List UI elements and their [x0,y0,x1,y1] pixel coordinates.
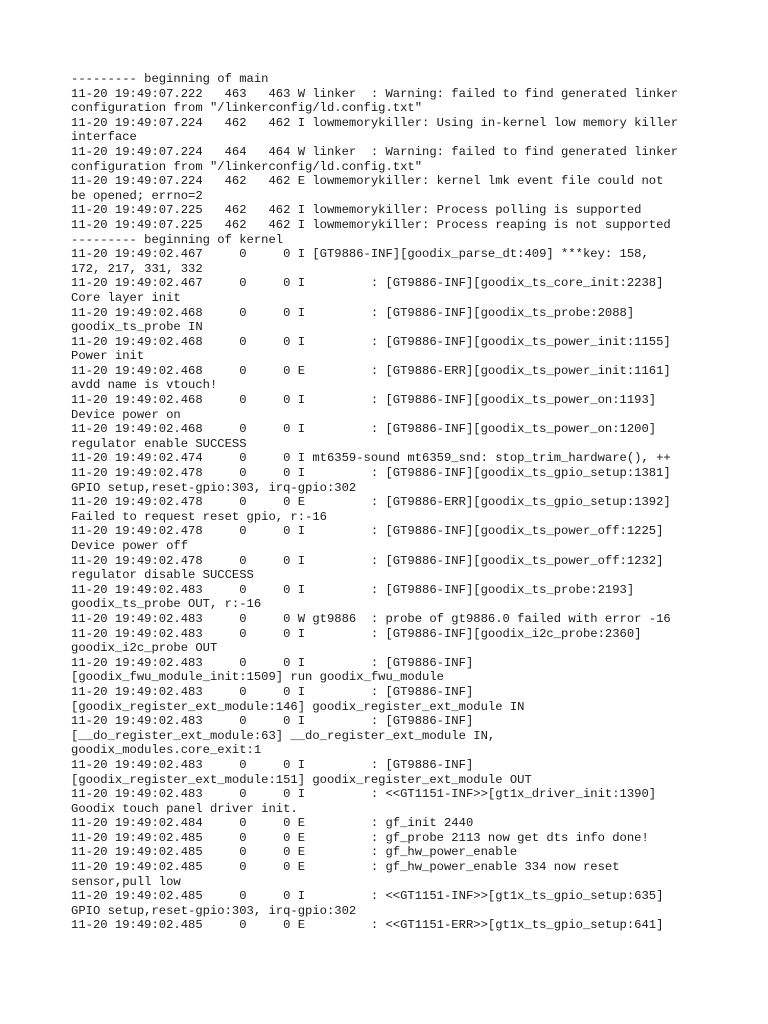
log-line: --------- beginning of main [71,72,269,86]
log-line: 11-20 19:49:02.485 0 0 E : gf_hw_power_enable 334 now reset [71,860,620,875]
log-line: 11-20 19:49:02.485 0 0 E : <<GT1151-ERR>>[gt1x_ts_gpio_setup:641] [71,918,664,933]
log-line: [__do_register_ext_module:63] __do_register_ext_module IN, [71,728,496,743]
log-line: Goodix touch panel driver init. [71,801,298,816]
log-line: 11-20 19:49:02.478 0 0 E : [GT9886-ERR][goodix_ts_gpio_setup:1392] [71,495,671,510]
log-line: goodix_i2c_probe OUT [71,641,218,656]
log-line: interface [71,130,137,145]
log-line: 11-20 19:49:07.224 462 462 I lowmemorykiller: Using in-kernel low memory killer [71,115,679,130]
log-line: [goodix_register_ext_module:151] goodix_register_ext_module OUT [71,772,532,787]
log-line: avdd name is vtouch! [71,378,218,393]
log-line: 11-20 19:49:07.225 462 462 I lowmemorykiller: Process reaping is not supported [71,217,671,232]
log-line: be opened; errno=2 [71,188,203,203]
log-line: 11-20 19:49:02.468 0 0 I : [GT9886-INF][goodix_ts_power_on:1200] [71,422,657,437]
log-line: 11-20 19:49:02.474 0 0 I mt6359-sound mt6359_snd: stop_trim_hardware(), ++ [71,451,671,466]
log-line: GPIO setup,reset-gpio:303, irq-gpio:302 [71,903,357,918]
log-line: 11-20 19:49:02.468 0 0 E : [GT9886-ERR][goodix_ts_power_init:1161] [71,363,671,378]
log-line: 11-20 19:49:02.483 0 0 W gt9886 : probe of gt9886.0 failed with error -16 [71,611,671,626]
log-line: 11-20 19:49:02.478 0 0 I : [GT9886-INF][goodix_ts_power_off:1232] [71,553,664,568]
log-line: 11-20 19:49:07.224 464 464 W linker : Warning: failed to find generated linker [71,144,679,159]
log-line: 11-20 19:49:07.222 463 463 W linker : Warning: failed to find generated linker [71,86,679,101]
log-line: configuration from "/linkerconfig/ld.config.txt" [71,101,423,116]
log-line: 11-20 19:49:02.483 0 0 I : [GT9886-INF] [71,655,474,670]
log-line: Device power on [71,407,181,422]
log-line: 11-20 19:49:02.467 0 0 I : [GT9886-INF][goodix_ts_core_init:2238] [71,276,664,291]
log-line: regulator disable SUCCESS [71,568,254,583]
log-line: [goodix_register_ext_module:146] goodix_register_ext_module IN [71,699,525,714]
log-line: 11-20 19:49:07.224 462 462 E lowmemorykiller: kernel lmk event file could not [71,174,664,189]
log-line: 11-20 19:49:02.485 0 0 I : <<GT1151-INF>>[gt1x_ts_gpio_setup:635] [71,889,664,904]
log-line: 11-20 19:49:02.483 0 0 I : [GT9886-INF][goodix_i2c_probe:2360] [71,626,642,641]
log-line: [goodix_fwu_module_init:1509] run goodix_fwu_module [71,670,444,685]
log-line: 11-20 19:49:02.484 0 0 E : gf_init 2440 [71,816,474,831]
log-line: 11-20 19:49:02.483 0 0 I : [GT9886-INF] [71,714,474,729]
log-line: 11-20 19:49:02.468 0 0 I : [GT9886-INF][goodix_ts_power_init:1155] [71,334,671,349]
log-line: Device power off [71,539,189,553]
log-line: goodix_modules.core_exit:1 [71,743,262,758]
log-line: 11-20 19:49:02.467 0 0 I [GT9886-INF][goodix_parse_dt:409] ***key: 158, [71,247,649,262]
log-line: goodix_ts_probe IN [71,320,203,335]
log-line: 11-20 19:49:07.225 462 462 I lowmemorykiller: Process polling is supported [71,203,642,218]
log-line: Core layer init [71,290,181,305]
log-line: goodix_ts_probe OUT, r:-16 [71,597,262,612]
log-line: configuration from "/linkerconfig/ld.config.txt" [71,159,423,174]
log-line: Power init [71,349,145,364]
log-line: --------- beginning of kernel [71,232,284,247]
log-line: 11-20 19:49:02.485 0 0 E : gf_hw_power_enable [71,845,518,860]
log-line: 11-20 19:49:02.468 0 0 I : [GT9886-INF][goodix_ts_power_on:1193] [71,393,657,408]
log-line: 11-20 19:49:02.483 0 0 I : [GT9886-INF] [71,684,474,699]
log-line: 11-20 19:49:02.478 0 0 I : [GT9886-INF][goodix_ts_gpio_setup:1381] [71,466,671,481]
log-line: 11-20 19:49:02.478 0 0 I : [GT9886-INF][goodix_ts_power_off:1225] [71,524,664,539]
log-text-block [71,72,761,933]
log-line: 172, 217, 331, 332 [71,261,203,276]
log-line: sensor,pull low [71,874,181,889]
log-line: 11-20 19:49:02.483 0 0 I : [GT9886-INF] [71,757,474,772]
log-line: 11-20 19:49:02.483 0 0 I : [GT9886-INF][goodix_ts_probe:2193] [71,582,635,597]
log-line: GPIO setup,reset-gpio:303, irq-gpio:302 [71,480,357,495]
log-line: 11-20 19:49:02.483 0 0 I : <<GT1151-INF>>[gt1x_driver_init:1390] [71,787,657,802]
log-line: Failed to request reset gpio, r:-16 [71,509,327,524]
log-line: regulator enable SUCCESS [71,436,247,451]
log-line: 11-20 19:49:02.468 0 0 I : [GT9886-INF][goodix_ts_probe:2088] [71,305,635,320]
log-line: 11-20 19:49:02.485 0 0 E : gf_probe 2113 now get dts info done! [71,830,649,845]
